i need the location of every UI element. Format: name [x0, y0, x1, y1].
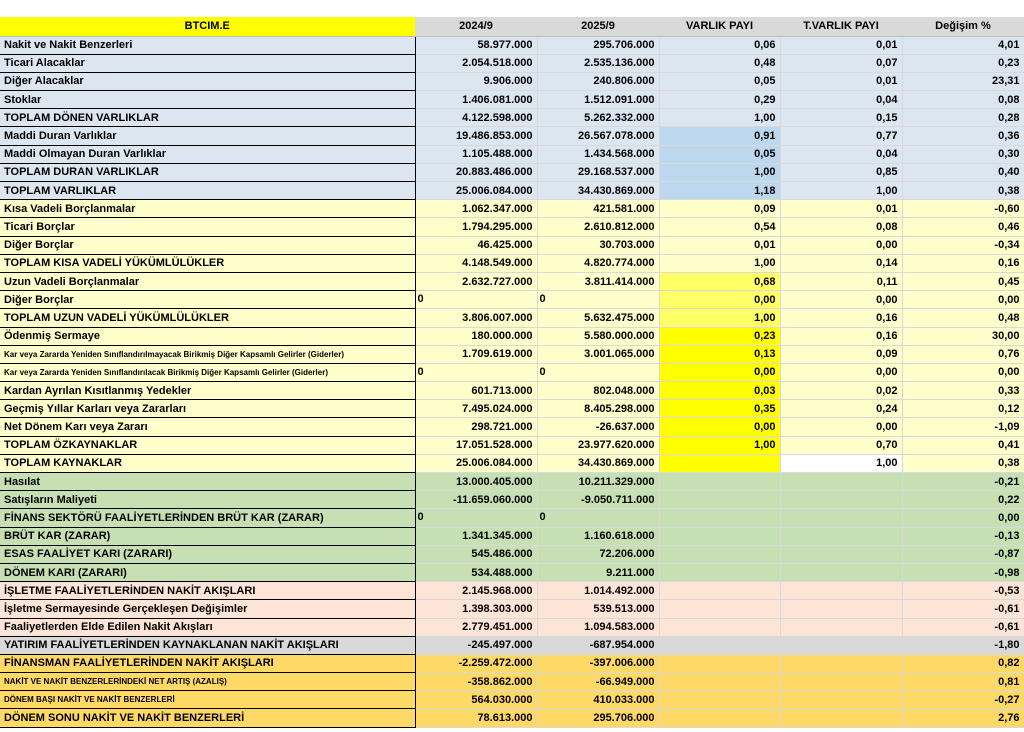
cell-degisim[interactable]: -1,09	[902, 418, 1024, 436]
cell-varlik-payi[interactable]: 0,54	[659, 218, 780, 236]
cell-2025[interactable]: 1.014.492.000	[537, 582, 659, 600]
cell-varlik-payi[interactable]	[659, 563, 780, 581]
cell-varlik-payi[interactable]: 1,18	[659, 182, 780, 200]
row-label[interactable]: Ödenmiş Sermaye	[0, 327, 415, 345]
cell-2025[interactable]: 1.160.618.000	[537, 527, 659, 545]
cell-degisim[interactable]: -0,61	[902, 618, 1024, 636]
cell-varlik-payi[interactable]: 0,06	[659, 36, 780, 54]
cell-varlik-payi[interactable]: 0,91	[659, 127, 780, 145]
header-2025[interactable]: 2025/9	[537, 17, 659, 36]
cell-varlik-payi[interactable]: 0,09	[659, 200, 780, 218]
cell-t-varlik-payi[interactable]: 0,24	[780, 400, 902, 418]
table-row	[0, 527, 1024, 545]
cell-2024[interactable]: 1.709.619.000	[415, 345, 537, 363]
row-label[interactable]: ESAS FAALİYET KARI (ZARARI)	[0, 545, 415, 563]
cell-t-varlik-payi[interactable]	[780, 618, 902, 636]
cell-varlik-payi[interactable]: 0,05	[659, 72, 780, 90]
cell-degisim[interactable]: 0,16	[902, 254, 1024, 272]
cell-t-varlik-payi[interactable]	[780, 527, 902, 545]
cell-2024[interactable]: 17.051.528.000	[415, 436, 537, 454]
row-label[interactable]: TOPLAM DURAN VARLIKLAR	[0, 163, 415, 181]
row-label[interactable]: Kar veya Zararda Yeniden Sınıflandırılmayacak Birikmiş Diğer Kapsamlı Gelirler (Giderler)	[0, 345, 415, 363]
cell-2024[interactable]: 2.145.968.000	[415, 582, 537, 600]
cell-t-varlik-payi[interactable]: 1,00	[780, 182, 902, 200]
table-row	[0, 36, 1024, 54]
cell-2025[interactable]: 34.430.869.000	[537, 182, 659, 200]
cell-degisim[interactable]: -1,80	[902, 636, 1024, 654]
row-label[interactable]: Satışların Maliyeti	[0, 491, 415, 509]
cell-2024[interactable]: 46.425.000	[415, 236, 537, 254]
row-label[interactable]: DÖNEM BAŞI NAKİT VE NAKİT BENZERLERİ	[0, 691, 415, 709]
row-label[interactable]: Nakit ve Nakit Benzerleri	[0, 36, 415, 54]
cell-t-varlik-payi[interactable]: 0,08	[780, 218, 902, 236]
cell-varlik-payi[interactable]: 0,29	[659, 91, 780, 109]
cell-2024[interactable]: 545.486.000	[415, 545, 537, 563]
row-label[interactable]: Ticari Borçlar	[0, 218, 415, 236]
cell-degisim[interactable]: 0,30	[902, 145, 1024, 163]
cell-t-varlik-payi[interactable]: 0,14	[780, 254, 902, 272]
cell-t-varlik-payi[interactable]: 0,77	[780, 127, 902, 145]
table-row	[0, 327, 1024, 345]
table-row	[0, 582, 1024, 600]
row-label[interactable]: YATIRIM FAALİYETLERİNDEN KAYNAKLANAN NAKİT AKIŞLARI	[0, 636, 415, 654]
cell-degisim[interactable]: -0,34	[902, 236, 1024, 254]
row-label[interactable]: NAKİT VE NAKİT BENZERLERİNDEKİ NET ARTIŞ (AZALIŞ)	[0, 673, 415, 691]
cell-degisim[interactable]: -0,13	[902, 527, 1024, 545]
cell-varlik-payi[interactable]: 0,23	[659, 327, 780, 345]
table-row	[0, 618, 1024, 636]
cell-varlik-payi[interactable]: 1,00	[659, 436, 780, 454]
cell-2024[interactable]: 20.883.486.000	[415, 163, 537, 181]
cell-varlik-payi[interactable]	[659, 473, 780, 491]
cell-t-varlik-payi[interactable]: 0,04	[780, 91, 902, 109]
cell-2025[interactable]	[537, 291, 659, 309]
cell-2024[interactable]: -245.497.000	[415, 636, 537, 654]
row-label[interactable]: Kar veya Zararda Yeniden Sınıflandırılacak Birikmiş Diğer Kapsamlı Gelirler (Giderler)	[0, 363, 415, 381]
cell-varlik-payi[interactable]: 0,00	[659, 291, 780, 309]
cell-2025[interactable]: 5.580.000.000	[537, 327, 659, 345]
row-label[interactable]: TOPLAM DÖNEN VARLIKLAR	[0, 109, 415, 127]
cell-2025[interactable]: 421.581.000	[537, 200, 659, 218]
header-degisim[interactable]: Değişim %	[902, 17, 1024, 36]
cell-varlik-payi[interactable]: 0,48	[659, 54, 780, 72]
cell-t-varlik-payi[interactable]	[780, 691, 902, 709]
cell-2024[interactable]: 3.806.007.000	[415, 309, 537, 327]
cell-varlik-payi[interactable]	[659, 654, 780, 672]
cell-varlik-payi[interactable]: 0,68	[659, 272, 780, 290]
cell-degisim[interactable]: 0,08	[902, 91, 1024, 109]
cell-2024[interactable]: 1.794.295.000	[415, 218, 537, 236]
cell-t-varlik-payi[interactable]: 0,07	[780, 54, 902, 72]
cell-2024[interactable]: 4.148.549.000	[415, 254, 537, 272]
cell-varlik-payi[interactable]	[659, 600, 780, 618]
cell-2025[interactable]: 1.094.583.000	[537, 618, 659, 636]
zero-value-2024: 0	[417, 365, 424, 378]
row-label[interactable]: TOPLAM UZUN VADELİ YÜKÜMLÜLÜKLER	[0, 309, 415, 327]
cell-varlik-payi[interactable]: 0,35	[659, 400, 780, 418]
cell-degisim[interactable]: 0,45	[902, 272, 1024, 290]
row-label[interactable]: TOPLAM VARLIKLAR	[0, 182, 415, 200]
cell-2024[interactable]	[415, 363, 537, 381]
header-row	[0, 17, 1024, 36]
cell-2024[interactable]: 78.613.000	[415, 709, 537, 727]
cell-2024[interactable]: 564.030.000	[415, 691, 537, 709]
table-row	[0, 72, 1024, 90]
cell-2025[interactable]: 34.430.869.000	[537, 454, 659, 472]
table-row	[0, 127, 1024, 145]
cell-varlik-payi[interactable]: 0,01	[659, 236, 780, 254]
cell-varlik-payi[interactable]	[659, 509, 780, 527]
table-row	[0, 509, 1024, 527]
cell-t-varlik-payi[interactable]	[780, 563, 902, 581]
cell-2025[interactable]: 2.535.136.000	[537, 54, 659, 72]
header-ticker[interactable]: BTCIM.E	[0, 17, 415, 36]
cell-degisim[interactable]: 0,46	[902, 218, 1024, 236]
table-row	[0, 91, 1024, 109]
cell-t-varlik-payi[interactable]: 0,01	[780, 200, 902, 218]
row-label[interactable]: FİNANSMAN FAALİYETLERİNDEN NAKİT AKIŞLARI	[0, 654, 415, 672]
cell-2025[interactable]: 30.703.000	[537, 236, 659, 254]
row-label[interactable]: Diğer Alacaklar	[0, 72, 415, 90]
cell-t-varlik-payi[interactable]: 0,15	[780, 109, 902, 127]
cell-t-varlik-payi[interactable]	[780, 491, 902, 509]
cell-t-varlik-payi[interactable]: 0,16	[780, 309, 902, 327]
table-row	[0, 109, 1024, 127]
cell-varlik-payi[interactable]	[659, 491, 780, 509]
row-label[interactable]: Diğer Borçlar	[0, 236, 415, 254]
row-label[interactable]: Ticari Alacaklar	[0, 54, 415, 72]
table-row	[0, 491, 1024, 509]
cell-2025[interactable]: -9.050.711.000	[537, 491, 659, 509]
row-label[interactable]: TOPLAM ÖZKAYNAKLAR	[0, 436, 415, 454]
cell-t-varlik-payi[interactable]: 0,85	[780, 163, 902, 181]
cell-2025[interactable]: 29.168.537.000	[537, 163, 659, 181]
zero-value-2025: 0	[539, 365, 546, 378]
row-label[interactable]: TOPLAM KISA VADELİ YÜKÜMLÜLÜKLER	[0, 254, 415, 272]
row-label[interactable]: Stoklar	[0, 91, 415, 109]
cell-degisim[interactable]: 0,00	[902, 363, 1024, 381]
cell-2024[interactable]: 25.006.084.000	[415, 182, 537, 200]
cell-degisim[interactable]: -0,61	[902, 600, 1024, 618]
cell-varlik-payi[interactable]: 1,00	[659, 163, 780, 181]
cell-2024[interactable]: 25.006.084.000	[415, 454, 537, 472]
table-row	[0, 563, 1024, 581]
cell-degisim[interactable]: 0,38	[902, 454, 1024, 472]
cell-t-varlik-payi[interactable]: 0,00	[780, 363, 902, 381]
cell-degisim[interactable]: 0,33	[902, 382, 1024, 400]
cell-2025[interactable]: -26.637.000	[537, 418, 659, 436]
table-row	[0, 218, 1024, 236]
cell-2024[interactable]: 19.486.853.000	[415, 127, 537, 145]
row-label[interactable]: DÖNEM SONU NAKİT VE NAKİT BENZERLERİ	[0, 709, 415, 727]
cell-degisim[interactable]: 0,76	[902, 345, 1024, 363]
table-row	[0, 691, 1024, 709]
cell-varlik-payi[interactable]	[659, 636, 780, 654]
cell-2025[interactable]: 410.033.000	[537, 691, 659, 709]
cell-varlik-payi[interactable]	[659, 527, 780, 545]
cell-degisim[interactable]: -0,21	[902, 473, 1024, 491]
table-row	[0, 345, 1024, 363]
table-row	[0, 145, 1024, 163]
row-label[interactable]: TOPLAM KAYNAKLAR	[0, 454, 415, 472]
cell-2025[interactable]: 8.405.298.000	[537, 400, 659, 418]
cell-t-varlik-payi[interactable]	[780, 636, 902, 654]
table-row	[0, 291, 1024, 309]
cell-degisim[interactable]: 0,48	[902, 309, 1024, 327]
cell-t-varlik-payi[interactable]: 0,11	[780, 272, 902, 290]
cell-2025[interactable]: 72.206.000	[537, 545, 659, 563]
cell-2025[interactable]: 23.977.620.000	[537, 436, 659, 454]
cell-t-varlik-payi[interactable]: 0,00	[780, 291, 902, 309]
cell-t-varlik-payi[interactable]	[780, 545, 902, 563]
cell-t-varlik-payi[interactable]: 0,00	[780, 418, 902, 436]
cell-t-varlik-payi[interactable]: 0,00	[780, 236, 902, 254]
cell-2024[interactable]: 1.398.303.000	[415, 600, 537, 618]
cell-varlik-payi[interactable]: 1,00	[659, 309, 780, 327]
cell-2025[interactable]: 240.806.000	[537, 72, 659, 90]
blank-row	[0, 0, 1024, 17]
cell-degisim[interactable]: 0,82	[902, 654, 1024, 672]
cell-2024[interactable]: 180.000.000	[415, 327, 537, 345]
table-row	[0, 418, 1024, 436]
cell-degisim[interactable]: -0,60	[902, 200, 1024, 218]
cell-2024[interactable]: 534.488.000	[415, 563, 537, 581]
cell-2025[interactable]: 4.820.774.000	[537, 254, 659, 272]
cell-varlik-payi[interactable]	[659, 673, 780, 691]
cell-t-varlik-payi[interactable]	[780, 673, 902, 691]
row-label[interactable]: DÖNEM KARI (ZARARI)	[0, 563, 415, 581]
row-label[interactable]: BRÜT KAR (ZARAR)	[0, 527, 415, 545]
row-label[interactable]: Uzun Vadeli Borçlanmalar	[0, 272, 415, 290]
cell-2025[interactable]: 295.706.000	[537, 36, 659, 54]
table-row	[0, 200, 1024, 218]
cell-2025[interactable]: 539.513.000	[537, 600, 659, 618]
cell-degisim[interactable]: 0,36	[902, 127, 1024, 145]
cell-2025[interactable]: 1.434.568.000	[537, 145, 659, 163]
table-row	[0, 454, 1024, 472]
cell-varlik-payi[interactable]	[659, 582, 780, 600]
cell-2024[interactable]: 2.632.727.000	[415, 272, 537, 290]
row-label[interactable]: Maddi Olmayan Duran Varlıklar	[0, 145, 415, 163]
table-row	[0, 636, 1024, 654]
table-row	[0, 600, 1024, 618]
cell-2024[interactable]: -2.259.472.000	[415, 654, 537, 672]
cell-degisim[interactable]: 0,23	[902, 54, 1024, 72]
cell-t-varlik-payi[interactable]: 0,09	[780, 345, 902, 363]
cell-t-varlik-payi[interactable]	[780, 600, 902, 618]
row-label[interactable]: İŞLETME FAALİYETLERİNDEN NAKİT AKIŞLARI	[0, 582, 415, 600]
cell-2024[interactable]: 58.977.000	[415, 36, 537, 54]
cell-2024[interactable]: 2.054.518.000	[415, 54, 537, 72]
cell-2025[interactable]: 3.001.065.000	[537, 345, 659, 363]
cell-2025[interactable]: 5.632.475.000	[537, 309, 659, 327]
cell-degisim[interactable]: -0,53	[902, 582, 1024, 600]
zero-value-2025: 0	[539, 293, 546, 306]
header-2024[interactable]: 2024/9	[415, 17, 537, 36]
cell-degisim[interactable]: 0,41	[902, 436, 1024, 454]
cell-2025[interactable]	[537, 363, 659, 381]
row-label[interactable]: Diğer Borçlar	[0, 291, 415, 309]
table-row	[0, 272, 1024, 290]
cell-2024[interactable]: 7.495.024.000	[415, 400, 537, 418]
row-label[interactable]: Maddi Duran Varlıklar	[0, 127, 415, 145]
cell-t-varlik-payi[interactable]	[780, 473, 902, 491]
cell-2024[interactable]: 1.105.488.000	[415, 145, 537, 163]
cell-t-varlik-payi[interactable]: 0,70	[780, 436, 902, 454]
cell-varlik-payi[interactable]	[659, 709, 780, 727]
cell-varlik-payi[interactable]	[659, 545, 780, 563]
row-label[interactable]: Kısa Vadeli Borçlanmalar	[0, 200, 415, 218]
row-label[interactable]: İşletme Sermayesinde Gerçekleşen Değişimler	[0, 600, 415, 618]
cell-2025[interactable]	[537, 509, 659, 527]
cell-2025[interactable]: 802.048.000	[537, 382, 659, 400]
table-row	[0, 309, 1024, 327]
cell-varlik-payi[interactable]: 1,00	[659, 109, 780, 127]
cell-2025[interactable]: 3.811.414.000	[537, 272, 659, 290]
cell-varlik-payi[interactable]	[659, 454, 780, 472]
table-row	[0, 363, 1024, 381]
cell-t-varlik-payi[interactable]	[780, 709, 902, 727]
cell-2024[interactable]: 298.721.000	[415, 418, 537, 436]
row-label[interactable]: Kardan Ayrılan Kısıtlanmış Yedekler	[0, 382, 415, 400]
cell-2025[interactable]: 26.567.078.000	[537, 127, 659, 145]
cell-varlik-payi[interactable]: 1,00	[659, 254, 780, 272]
cell-degisim[interactable]: -0,87	[902, 545, 1024, 563]
cell-degisim[interactable]: 0,00	[902, 291, 1024, 309]
cell-varlik-payi[interactable]: 0,00	[659, 363, 780, 381]
cell-2024[interactable]: 1.406.081.000	[415, 91, 537, 109]
cell-varlik-payi[interactable]	[659, 691, 780, 709]
row-label[interactable]: FİNANS SEKTÖRÜ FAALİYETLERİNDEN BRÜT KAR (ZARAR)	[0, 509, 415, 527]
cell-2025[interactable]: -397.006.000	[537, 654, 659, 672]
cell-2024[interactable]	[415, 291, 537, 309]
cell-varlik-payi[interactable]	[659, 618, 780, 636]
zero-value-2025: 0	[539, 511, 546, 524]
cell-degisim[interactable]: 23,31	[902, 72, 1024, 90]
cell-2025[interactable]: 1.512.091.000	[537, 91, 659, 109]
cell-degisim[interactable]: 0,22	[902, 491, 1024, 509]
table-row	[0, 473, 1024, 491]
table-row	[0, 709, 1024, 727]
row-label[interactable]: Net Dönem Karı veya Zararı	[0, 418, 415, 436]
cell-varlik-payi[interactable]: 0,00	[659, 418, 780, 436]
table-row	[0, 400, 1024, 418]
cell-degisim[interactable]: 0,28	[902, 109, 1024, 127]
zero-value-2024: 0	[417, 511, 424, 524]
cell-2024[interactable]: 4.122.598.000	[415, 109, 537, 127]
table-row	[0, 673, 1024, 691]
cell-t-varlik-payi[interactable]	[780, 654, 902, 672]
cell-2025[interactable]: 2.610.812.000	[537, 218, 659, 236]
cell-t-varlik-payi[interactable]: 0,01	[780, 36, 902, 54]
table-row	[0, 545, 1024, 563]
cell-2025[interactable]: -687.954.000	[537, 636, 659, 654]
table-row	[0, 254, 1024, 272]
header-t-varlik-payi[interactable]: T.VARLIK PAYI	[780, 17, 902, 36]
table-row	[0, 436, 1024, 454]
cell-degisim[interactable]: 0,81	[902, 673, 1024, 691]
cell-degisim[interactable]: 0,00	[902, 509, 1024, 527]
cell-2024[interactable]: -11.659.060.000	[415, 491, 537, 509]
cell-degisim[interactable]: 4,01	[902, 36, 1024, 54]
cell-degisim[interactable]: 0,40	[902, 163, 1024, 181]
cell-degisim[interactable]: -0,98	[902, 563, 1024, 581]
table-row	[0, 54, 1024, 72]
header-varlik-payi[interactable]: VARLIK PAYI	[659, 17, 780, 36]
cell-2024[interactable]	[415, 509, 537, 527]
cell-degisim[interactable]: 30,00	[902, 327, 1024, 345]
cell-2025[interactable]: 9.211.000	[537, 563, 659, 581]
cell-t-varlik-payi[interactable]: 0,16	[780, 327, 902, 345]
table-row	[0, 182, 1024, 200]
cell-2025[interactable]: 295.706.000	[537, 709, 659, 727]
row-label[interactable]: Geçmiş Yıllar Karları veya Zararları	[0, 400, 415, 418]
cell-2025[interactable]: -66.949.000	[537, 673, 659, 691]
cell-t-varlik-payi[interactable]: 0,01	[780, 72, 902, 90]
cell-t-varlik-payi[interactable]	[780, 582, 902, 600]
cell-2024[interactable]: 9.906.000	[415, 72, 537, 90]
cell-varlik-payi[interactable]: 0,13	[659, 345, 780, 363]
cell-2024[interactable]: -358.862.000	[415, 673, 537, 691]
zero-value-2024: 0	[417, 293, 424, 306]
cell-degisim[interactable]: 0,38	[902, 182, 1024, 200]
cell-2025[interactable]: 5.262.332.000	[537, 109, 659, 127]
row-label[interactable]: Faaliyetlerden Elde Edilen Nakit Akışları	[0, 618, 415, 636]
table-row	[0, 654, 1024, 672]
cell-t-varlik-payi[interactable]	[780, 509, 902, 527]
cell-2025[interactable]: 10.211.329.000	[537, 473, 659, 491]
cell-2024[interactable]: 601.713.000	[415, 382, 537, 400]
cell-2024[interactable]: 1.062.347.000	[415, 200, 537, 218]
table-row	[0, 236, 1024, 254]
cell-t-varlik-payi[interactable]: 0,02	[780, 382, 902, 400]
table-row	[0, 382, 1024, 400]
row-label[interactable]: Hasılat	[0, 473, 415, 491]
cell-degisim[interactable]: 0,12	[902, 400, 1024, 418]
cell-2024[interactable]: 13.000.405.000	[415, 473, 537, 491]
cell-degisim[interactable]: 2,76	[902, 709, 1024, 727]
table-row	[0, 163, 1024, 181]
cell-varlik-payi[interactable]: 0,03	[659, 382, 780, 400]
cell-t-varlik-payi[interactable]: 0,04	[780, 145, 902, 163]
cell-t-varlik-payi[interactable]: 1,00	[780, 454, 902, 472]
cell-2024[interactable]: 2.779.451.000	[415, 618, 537, 636]
cell-degisim[interactable]: -0,27	[902, 691, 1024, 709]
cell-2024[interactable]: 1.341.345.000	[415, 527, 537, 545]
cell-varlik-payi[interactable]: 0,05	[659, 145, 780, 163]
